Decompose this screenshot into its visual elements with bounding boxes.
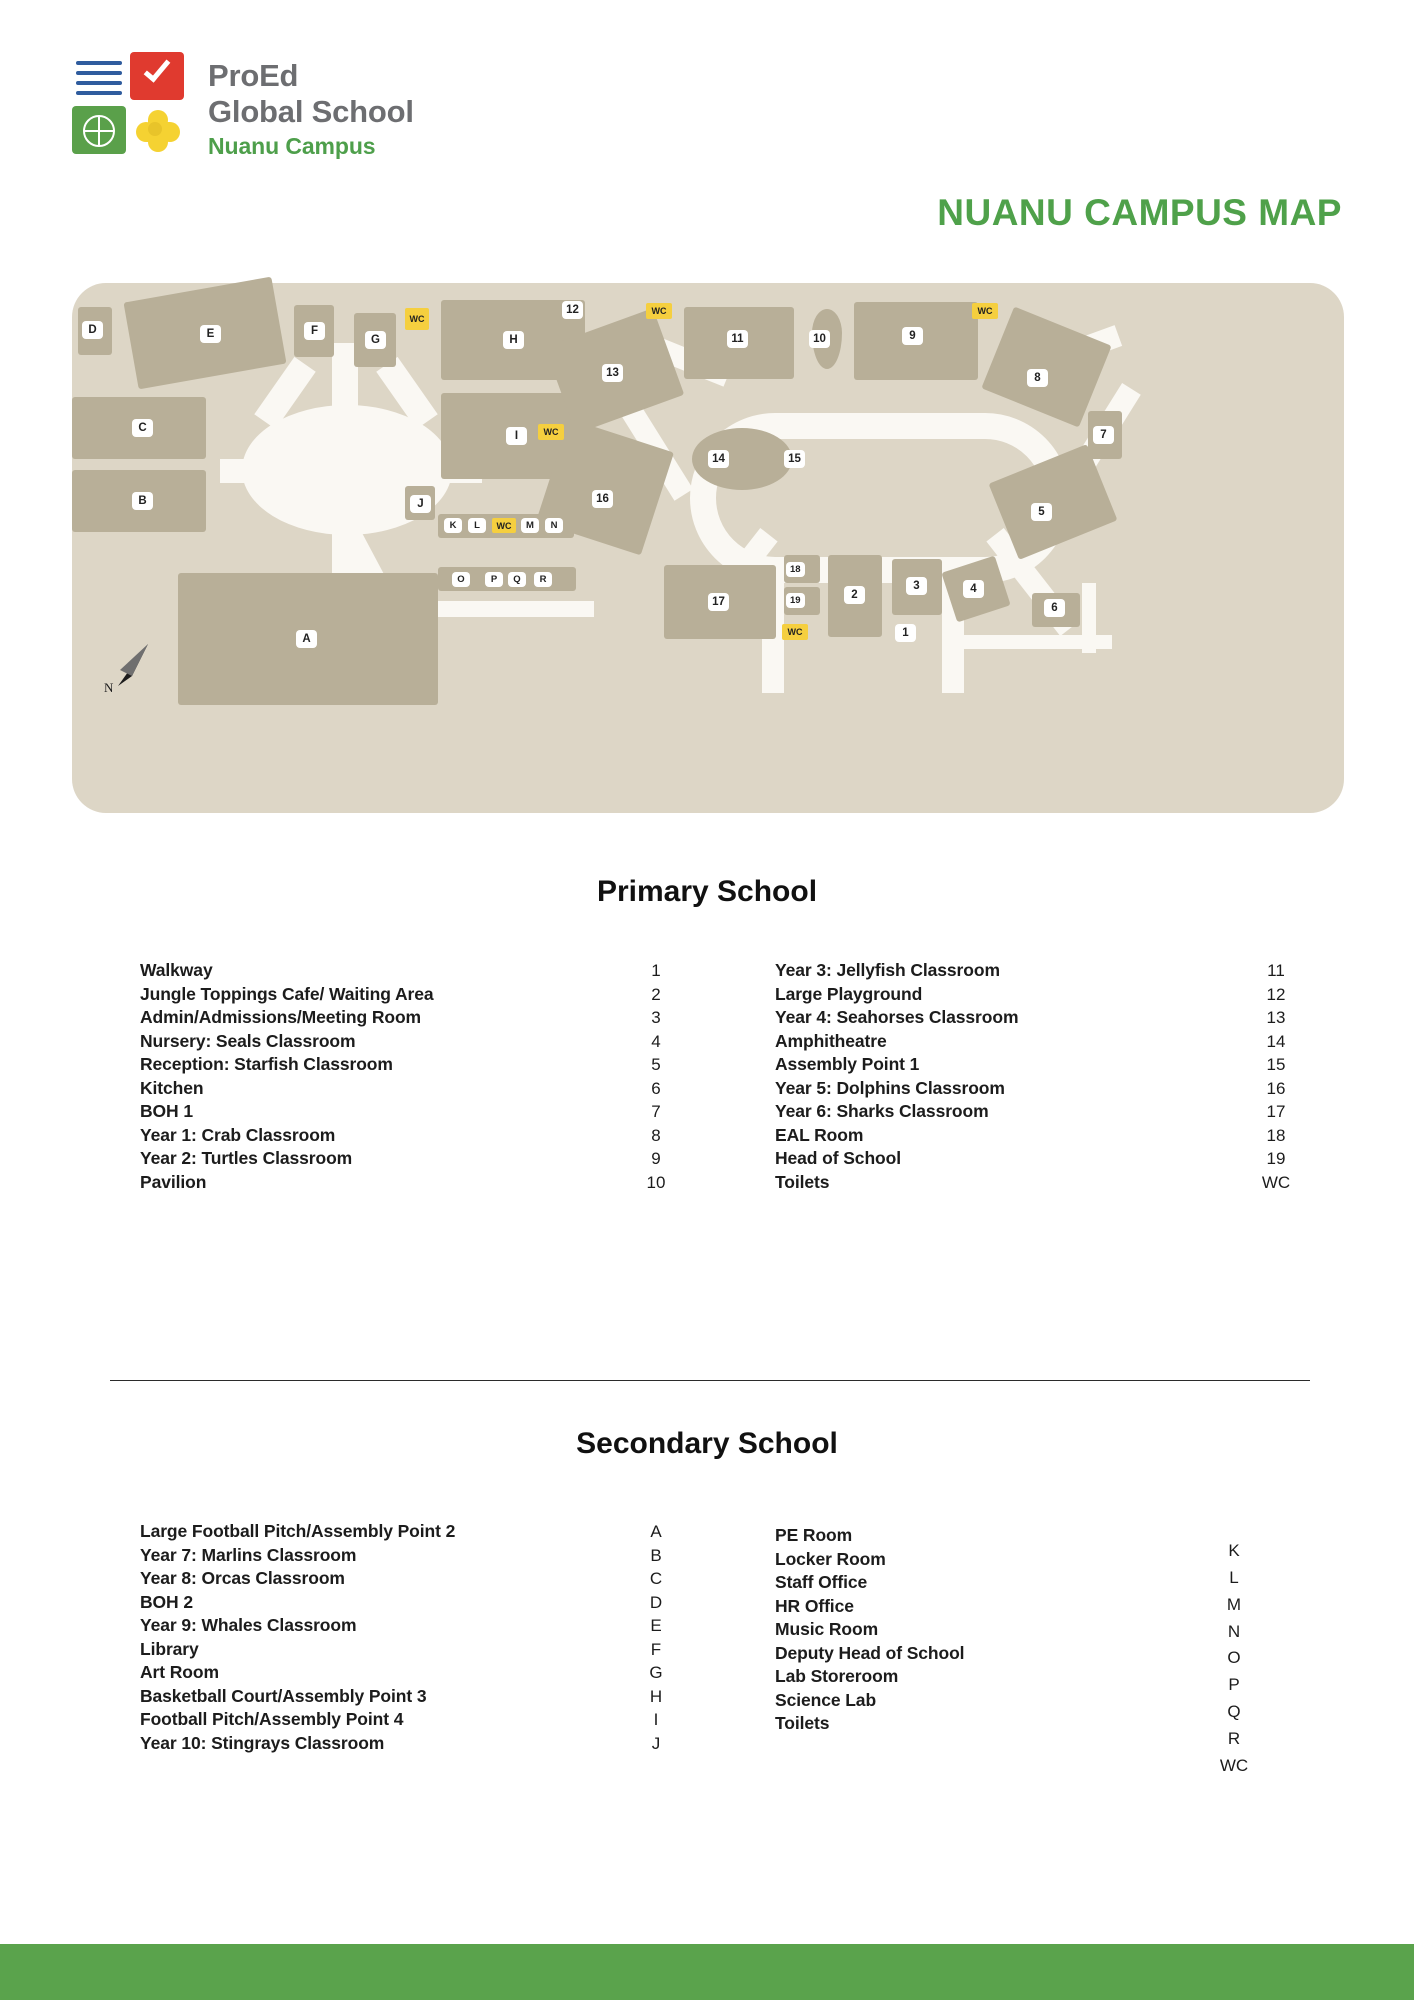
legend-key: F [650,1639,662,1659]
legend-key: J [651,1733,661,1753]
brand-line-2: Global School [208,93,414,129]
map-label-A: A [296,630,317,648]
map-label-18: 18 [786,562,805,577]
map-label-F: F [304,322,325,340]
map-label-D: D [82,321,103,339]
legend-label: Year 9: Whales Classroom [140,1615,357,1635]
legend-item [140,1125,685,1146]
legend-label: Jungle Toppings Cafe/ Waiting Area [140,983,434,1004]
legend-item [775,1054,1305,1075]
legend-key: M [1226,1594,1242,1614]
brand-line-1: ProEd [208,58,299,93]
legend-label: HR Office [775,1595,854,1616]
legend-key: G [649,1663,663,1682]
legend-item [775,1666,1195,1687]
map-label-11: 11 [727,330,748,348]
path-walkway-2 [1082,583,1096,653]
legend-item [140,1709,685,1730]
legend-key: P [1228,1675,1240,1695]
legend-item [140,1639,685,1660]
map-label-E: E [200,325,221,343]
legend-key: 8 [651,1125,661,1145]
legend-key: 14 [1266,1031,1286,1051]
map-label-3: 3 [906,577,927,595]
legend-item [775,1596,1195,1617]
map-label-15: 15 [784,450,805,468]
secondary-legend-right-keys [1205,1538,1263,1780]
map-label-K: K [444,518,462,533]
brand-line-3: Nuanu Campus [208,132,376,159]
legend-label: Basketball Court/Assembly Point 3 [140,1685,427,1706]
legend-label: BOH 1 [140,1101,193,1121]
legend-item [140,1031,685,1052]
legend-key: R [1227,1729,1241,1749]
footer-bar [0,1944,1414,2000]
legend-item [140,1686,685,1707]
legend-label: Staff Office [775,1572,868,1592]
map-label-6: 6 [1044,599,1065,617]
legend-label: Football Pitch/Assembly Point 4 [140,1709,404,1729]
legend-label: Walkway [140,960,213,980]
map-label-J: J [410,495,431,513]
legend-label: Library [140,1638,199,1659]
legend-item [140,1054,685,1075]
legend-item [140,960,685,981]
secondary-legend-left [140,1521,685,1756]
legend-label: Deputy Head of School [775,1642,965,1663]
legend-item [140,1521,685,1542]
legend-label: Nursery: Seals Classroom [140,1030,356,1051]
legend-label: Toilets [775,1171,830,1192]
legend-key: K [1228,1541,1240,1560]
legend-label: Large Football Pitch/Assembly Point 2 [140,1521,456,1541]
legend-key: 6 [651,1078,661,1098]
legend-label: Kitchen [140,1077,204,1098]
legend-item [140,1148,685,1169]
map-label-I: I [506,427,527,445]
legend-key: N [1227,1621,1241,1641]
legend-label: Year 7: Marlins Classroom [140,1544,357,1565]
legend-key: WC [1219,1755,1249,1775]
legend-item [775,1690,1195,1711]
legend-key: E [650,1616,662,1635]
map-label-8: 8 [1027,369,1048,387]
legend-item [775,1078,1305,1099]
legend-item [140,1568,685,1589]
legend-label: Science Lab [775,1689,877,1710]
legend-item [775,960,1305,981]
legend-label: Year 2: Turtles Classroom [140,1148,353,1168]
map-label-O: O [452,572,470,587]
brand-header [72,52,414,162]
map-label-B: B [132,492,153,510]
map-label-Q: Q [508,572,526,587]
legend-item [140,1545,685,1566]
legend-label: Pavilion [140,1171,207,1192]
map-label-14: 14 [708,450,729,468]
legend-label: Year 4: Seahorses Classroom [775,1007,1019,1027]
legend-item [140,1615,685,1636]
section-divider [110,1380,1310,1381]
legend-key: 1 [651,961,661,980]
primary-legend-right [775,960,1305,1195]
legend-key: 16 [1266,1078,1286,1098]
legend-label: Year 10: Stingrays Classroom [140,1732,385,1753]
legend-label: PE Room [775,1525,853,1545]
map-label-2: 2 [844,586,865,604]
legend-label: Music Room [775,1619,879,1639]
legend-item [775,1031,1305,1052]
legend-item [140,1733,685,1754]
page-title: NUANU CAMPUS MAP [937,192,1342,233]
legend-item [140,1078,685,1099]
legend-key: 19 [1266,1149,1286,1168]
legend-item [775,1148,1305,1169]
legend-item [775,1619,1195,1640]
primary-legend-left [140,960,685,1195]
map-label-1: 1 [895,624,916,642]
legend-key: Q [1227,1702,1241,1722]
legend-key: 13 [1266,1008,1286,1027]
map-label-N: N [545,518,563,533]
legend-item [775,1549,1195,1570]
compass-icon [102,636,166,700]
legend-item [775,1172,1305,1193]
legend-label: Amphitheatre [775,1030,887,1051]
campus-map [72,283,1344,813]
legend-key: 9 [651,1149,661,1168]
legend-label: Year 3: Jellyfish Classroom [775,960,1000,980]
legend-key: L [1229,1567,1239,1587]
legend-item [775,1525,1195,1546]
legend-key: 10 [646,1172,666,1192]
map-label-5: 5 [1031,503,1052,521]
legend-key: 11 [1267,961,1285,980]
map-label-R: R [534,572,552,587]
map-label-wc-south: WC [782,624,808,640]
legend-key: 7 [651,1102,661,1121]
map-label-16: 16 [592,490,613,508]
map-label-wc-north-2: WC [972,303,998,319]
legend-label: Lab Storeroom [775,1666,899,1686]
path-left-spoke-w [220,459,280,483]
map-label-wc-klmn: WC [492,518,516,533]
legend-key: A [650,1522,662,1541]
map-label-M: M [521,518,539,533]
map-label-H: H [503,331,524,349]
legend-key: O [1227,1648,1241,1668]
legend-key: I [653,1710,659,1729]
legend-item [140,1007,685,1028]
legend-item [775,1713,1195,1734]
legend-item [775,1101,1305,1122]
legend-item [775,1643,1195,1664]
legend-key: B [650,1545,662,1565]
legend-key: 3 [651,1008,661,1027]
legend-label: Large Playground [775,983,923,1004]
legend-label: Year 6: Sharks Classroom [775,1101,989,1121]
map-label-wc-west: WC [405,308,429,330]
legend-key: H [649,1686,663,1706]
legend-label: Year 8: Orcas Classroom [140,1568,345,1588]
map-label-wc-mid: WC [538,424,564,440]
legend-key: 18 [1266,1125,1286,1145]
proed-logo-icon [72,52,190,156]
map-label-9: 9 [902,327,923,345]
secondary-section-title: Secondary School [576,1427,838,1460]
legend-label: EAL Room [775,1124,864,1145]
building-8 [981,307,1111,428]
legend-item [140,984,685,1005]
legend-item [775,1007,1305,1028]
legend-key: D [649,1592,663,1612]
map-label-17: 17 [708,593,729,611]
legend-item [775,984,1305,1005]
map-label-13: 13 [602,364,623,382]
legend-key: 2 [651,984,661,1004]
map-label-19: 19 [786,593,805,608]
map-label-P: P [485,572,503,587]
legend-item [140,1101,685,1122]
legend-key: WC [1261,1172,1291,1192]
building-14-amphitheatre [692,428,792,490]
map-label-4: 4 [963,580,984,598]
legend-label: Admin/Admissions/Meeting Room [140,1007,422,1027]
map-label-10: 10 [809,330,830,348]
legend-key: 4 [651,1031,661,1051]
map-label-G: G [365,331,386,349]
legend-label: Year 5: Dolphins Classroom [775,1077,1005,1098]
legend-item [140,1662,685,1683]
legend-label: Assembly Point 1 [775,1054,920,1074]
path-center-spur [424,601,594,617]
legend-key: 5 [651,1055,661,1074]
legend-label: Locker Room [775,1548,886,1569]
map-label-L: L [468,518,486,533]
map-label-C: C [132,419,153,437]
legend-label: Reception: Starfish Classroom [140,1054,393,1074]
map-label-wc-north-1: WC [646,303,672,319]
legend-item [775,1125,1305,1146]
legend-label: Head of School [775,1148,901,1168]
legend-key: C [649,1569,663,1588]
secondary-legend-right [775,1525,1195,1737]
legend-key: 17 [1266,1102,1286,1121]
legend-item [140,1172,685,1193]
legend-label: Year 1: Crab Classroom [140,1124,336,1145]
primary-section-title: Primary School [596,875,818,908]
legend-item [775,1572,1195,1593]
legend-item [140,1592,685,1613]
map-label-12: 12 [562,301,583,319]
legend-key: 12 [1266,984,1286,1004]
svg-text:N: N [104,680,114,695]
legend-label: Toilets [775,1713,830,1733]
legend-key: 15 [1266,1055,1286,1074]
legend-label: BOH 2 [140,1591,193,1612]
legend-label: Art Room [140,1662,219,1682]
map-label-7: 7 [1093,426,1114,444]
